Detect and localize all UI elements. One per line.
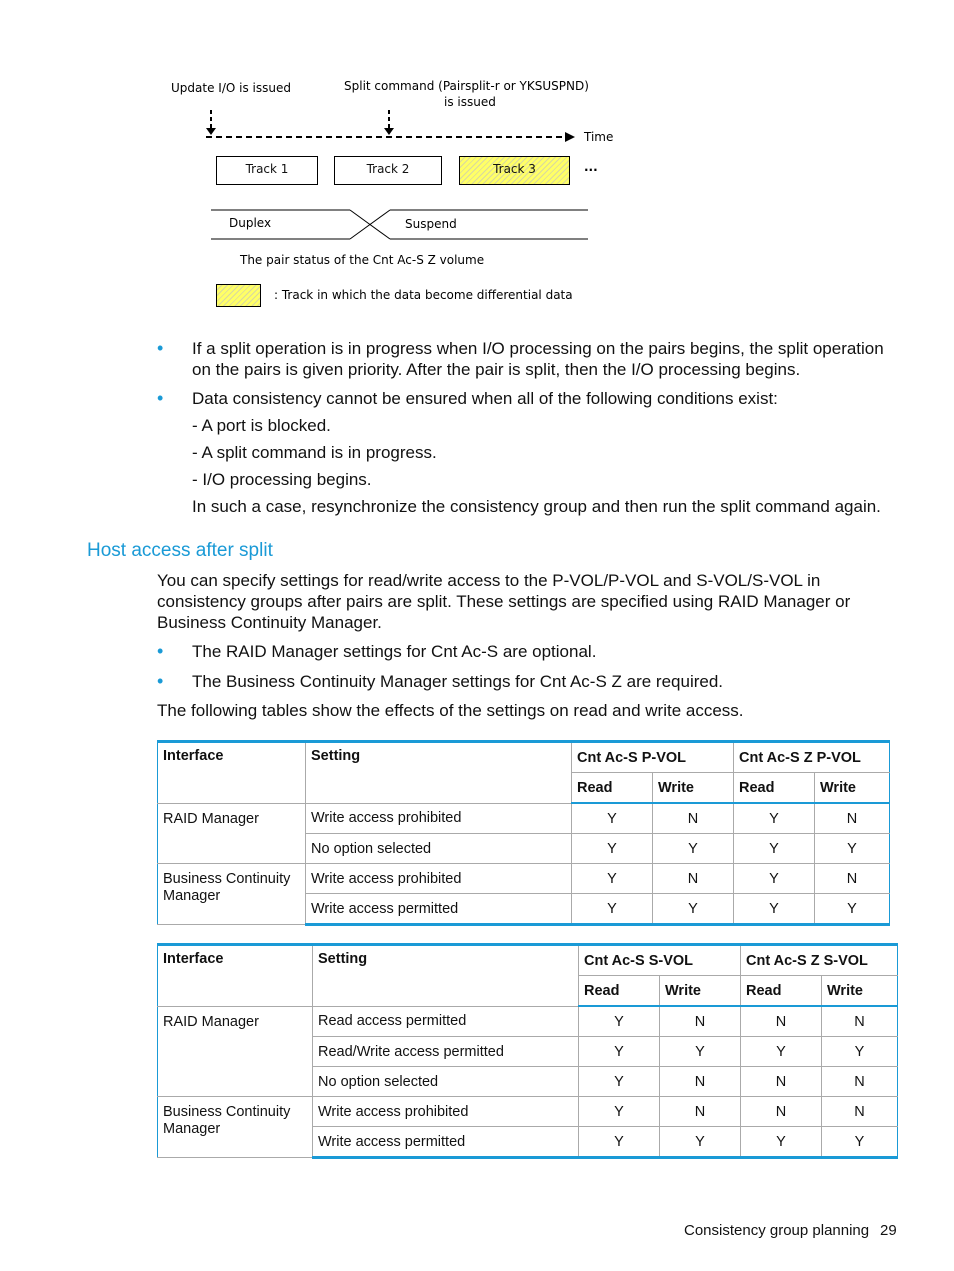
- page-number: 29: [880, 1222, 897, 1239]
- condition-line: - I/O processing begins.: [192, 470, 372, 489]
- update-io-label: Update I/O is issued: [171, 81, 291, 95]
- value-cell: Y: [741, 1127, 822, 1158]
- track-1-box: Track 1: [216, 156, 318, 185]
- value-cell: Y: [734, 894, 815, 925]
- split-behavior-bullets: [157, 338, 902, 517]
- table-row: [158, 864, 890, 894]
- col-header-read: Read: [579, 976, 660, 1007]
- col-header-interface: Interface: [158, 742, 306, 804]
- section-intro: You can specify settings for read/write access to the P-VOL/P-VOL and S-VOL/S-VOL in consistency groups after pairs are split. These settings are specified using RAID Manager or Business Continuity Manager.: [157, 571, 851, 632]
- col-header-read: Read: [741, 976, 822, 1007]
- setting-cell: Write access permitted: [306, 894, 572, 925]
- value-cell: Y: [660, 1127, 741, 1158]
- col-header-group1: Cnt Ac-S P-VOL: [572, 742, 734, 773]
- col-header-setting: Setting: [306, 742, 572, 804]
- value-cell: N: [653, 803, 734, 834]
- col-header-write: Write: [660, 976, 741, 1007]
- split-timing-diagram: [160, 70, 630, 320]
- track-3-box: Track 3: [459, 156, 570, 185]
- value-cell: Y: [579, 1037, 660, 1067]
- value-cell: N: [741, 1067, 822, 1097]
- col-header-write: Write: [822, 976, 898, 1007]
- value-cell: N: [815, 803, 890, 834]
- value-cell: Y: [653, 894, 734, 925]
- col-header-write: Write: [815, 773, 890, 804]
- value-cell: N: [660, 1097, 741, 1127]
- value-cell: N: [653, 864, 734, 894]
- table-row: [158, 1006, 898, 1037]
- svol-access-table: [157, 943, 898, 1159]
- bullet-icon: •: [157, 641, 164, 661]
- value-cell: N: [822, 1067, 898, 1097]
- table-row: [158, 803, 890, 834]
- interface-cell: RAID Manager: [158, 1006, 313, 1097]
- interface-cell: Business Continuity Manager: [158, 864, 306, 925]
- bullet-icon: •: [157, 388, 164, 408]
- split-command-label-2: is issued: [444, 95, 496, 109]
- value-cell: Y: [815, 894, 890, 925]
- col-header-setting: Setting: [313, 945, 579, 1007]
- legend-text: : Track in which the data become differential data: [274, 288, 573, 302]
- value-cell: Y: [579, 1067, 660, 1097]
- list-item: • If a split operation is in progress when I/O processing on the pairs begins, the split operation on the pairs is given priority. After the pair is split, then the I/O processing begins.: [157, 338, 884, 379]
- value-cell: Y: [734, 803, 815, 834]
- table-row: [158, 1097, 898, 1127]
- table-header-row: [158, 742, 890, 773]
- col-header-interface: Interface: [158, 945, 313, 1007]
- ellipsis: ...: [584, 160, 598, 174]
- value-cell: Y: [579, 1097, 660, 1127]
- col-header-read: Read: [734, 773, 815, 804]
- duplex-label: Duplex: [229, 216, 272, 230]
- bullet-icon: •: [157, 338, 164, 358]
- interface-cell: Business Continuity Manager: [158, 1097, 313, 1158]
- list-item: • Data consistency cannot be ensured when all of the following conditions exist: - A port is blocked. - A split command is in progress. - I/O processing begins. In such a case, resynchronize the consistency group and then run the split command again.: [157, 388, 902, 517]
- setting-cell: No option selected: [313, 1067, 579, 1097]
- value-cell: Y: [734, 864, 815, 894]
- setting-cell: No option selected: [306, 834, 572, 864]
- pair-status-caption: The pair status of the Cnt Ac-S Z volume: [240, 253, 485, 267]
- section-heading: Host access after split: [87, 540, 273, 561]
- pvol-access-table: [157, 740, 890, 926]
- condition-line: - A port is blocked.: [192, 416, 331, 435]
- value-cell: Y: [579, 1127, 660, 1158]
- value-cell: N: [815, 864, 890, 894]
- setting-cell: Read/Write access permitted: [313, 1037, 579, 1067]
- footer-section-title: Consistency group planning: [684, 1222, 870, 1239]
- time-label: Time: [584, 130, 614, 144]
- split-command-label: Split command (Pairsplit-r or YKSUSPND): [344, 79, 589, 93]
- condition-line: - A split command is in progress.: [192, 443, 437, 462]
- value-cell: Y: [822, 1037, 898, 1067]
- col-header-group2: Cnt Ac-S Z S-VOL: [741, 945, 898, 976]
- setting-cell: Write access prohibited: [313, 1097, 579, 1127]
- value-cell: N: [822, 1097, 898, 1127]
- value-cell: N: [660, 1006, 741, 1037]
- legend-swatch: [216, 284, 261, 307]
- value-cell: Y: [741, 1037, 822, 1067]
- bullet-icon: •: [157, 671, 164, 691]
- value-cell: Y: [815, 834, 890, 864]
- table-header-row: [158, 945, 898, 976]
- diagram-lines: [160, 70, 630, 320]
- setting-cell: Write access permitted: [313, 1127, 579, 1158]
- list-item: • The Business Continuity Manager settings for Cnt Ac-S Z are required.: [157, 671, 724, 691]
- value-cell: N: [741, 1006, 822, 1037]
- setting-cell: Read access permitted: [313, 1006, 579, 1037]
- value-cell: Y: [653, 834, 734, 864]
- value-cell: N: [660, 1067, 741, 1097]
- value-cell: Y: [660, 1037, 741, 1067]
- setting-cell: Write access prohibited: [306, 803, 572, 834]
- list-item: • The RAID Manager settings for Cnt Ac-S are optional.: [157, 641, 597, 661]
- value-cell: Y: [572, 864, 653, 894]
- value-cell: N: [822, 1006, 898, 1037]
- conditions-note: In such a case, resynchronize the consistency group and then run the split command again.: [192, 497, 881, 516]
- col-header-write: Write: [653, 773, 734, 804]
- value-cell: Y: [579, 1006, 660, 1037]
- setting-cell: Write access prohibited: [306, 864, 572, 894]
- value-cell: Y: [822, 1127, 898, 1158]
- col-header-read: Read: [572, 773, 653, 804]
- value-cell: Y: [572, 803, 653, 834]
- suspend-label: Suspend: [405, 217, 457, 231]
- col-header-group2: Cnt Ac-S Z P-VOL: [734, 742, 890, 773]
- track-2-box: Track 2: [334, 156, 442, 185]
- value-cell: Y: [572, 834, 653, 864]
- value-cell: Y: [572, 894, 653, 925]
- interface-cell: RAID Manager: [158, 803, 306, 864]
- value-cell: N: [741, 1097, 822, 1127]
- settings-bullets: [157, 641, 902, 701]
- tables-intro: The following tables show the effects of the settings on read and write access.: [157, 701, 744, 720]
- col-header-group1: Cnt Ac-S S-VOL: [579, 945, 741, 976]
- value-cell: Y: [734, 834, 815, 864]
